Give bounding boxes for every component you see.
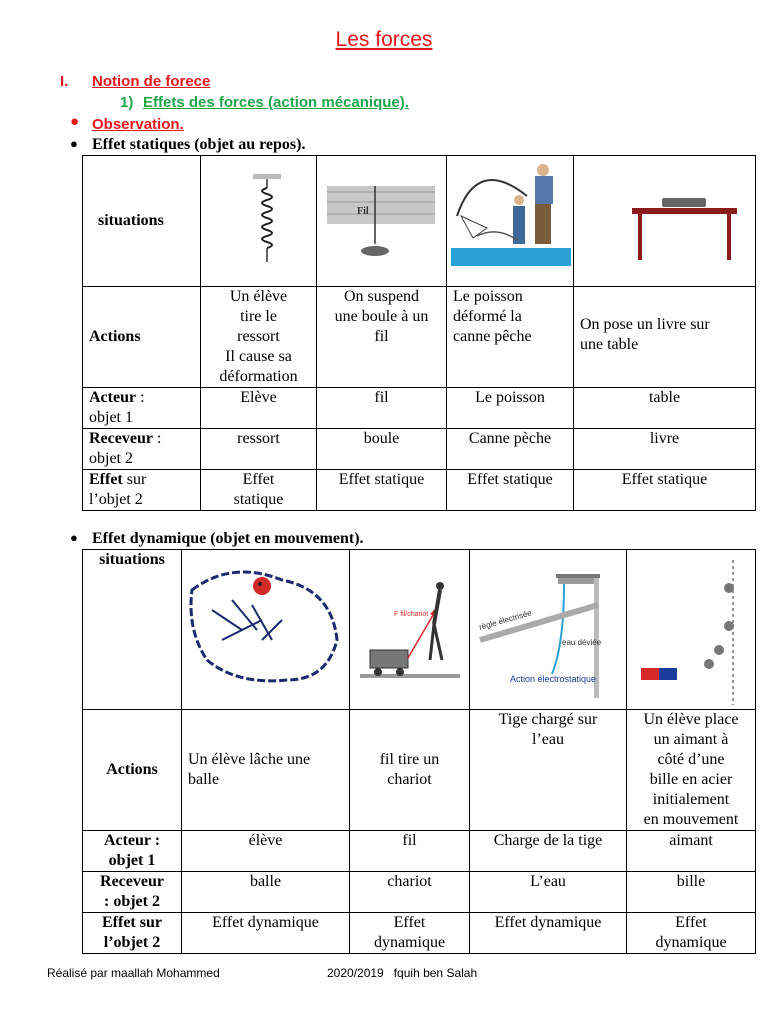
cell-line: canne pêche: [453, 328, 532, 345]
cell-line: Acteur :: [103, 832, 161, 849]
subsection-number: 1): [120, 94, 134, 111]
observation-heading: Observation.: [92, 116, 184, 133]
cell-line: : objet 2: [104, 893, 160, 910]
cell-line: Effet: [393, 914, 426, 931]
receveur-cell: boule: [317, 429, 447, 470]
row-header-rest: :: [152, 430, 162, 447]
cell-line: chariot: [387, 771, 432, 788]
effet-cell: Effet statique: [317, 470, 447, 511]
cell-line: fil tire un: [379, 751, 440, 768]
row-header-effet: [83, 470, 201, 511]
table-row: [83, 872, 756, 913]
effet-cell: Effet dynamique: [182, 913, 350, 954]
cell-line: un aimant à: [653, 731, 729, 748]
action-cell: [627, 710, 756, 831]
fil-label: Fil: [357, 206, 369, 217]
row-header-receveur: [83, 872, 182, 913]
acteur-cell: fil: [350, 831, 470, 872]
electrostatic-image: [470, 550, 627, 710]
cell-line: On pose un livre sur: [580, 316, 710, 333]
book-on-table-image: [574, 156, 756, 287]
cell-line: l’eau: [532, 731, 564, 748]
table-row: [83, 710, 756, 831]
row-header-actions: Actions: [83, 287, 201, 388]
action-cell: [350, 710, 470, 831]
acteur-cell: Elève: [201, 388, 317, 429]
cell-line: dynamique: [373, 934, 446, 951]
cell-line: initialement: [652, 791, 730, 808]
cell-line: Effet sur: [102, 914, 162, 931]
effet-cell: [627, 913, 756, 954]
dynamic-heading: Effet dynamique (objet en mouvement).: [92, 530, 364, 547]
cart-image: [350, 550, 470, 710]
row-header-actions: Actions: [83, 710, 182, 831]
cell-line: Le poisson: [453, 288, 523, 305]
row-header-rest: :: [136, 389, 145, 406]
fishing-image: [447, 156, 574, 287]
acteur-cell: fil: [317, 388, 447, 429]
acteur-cell: Le poisson: [447, 388, 574, 429]
footer-year-school: 2020/2019 fquih ben Salah: [327, 966, 478, 980]
section-number: I.: [60, 73, 69, 90]
effet-cell: [350, 913, 470, 954]
action-cell: [447, 287, 574, 388]
receveur-cell: ressort: [201, 429, 317, 470]
cell-line: côté d’une: [657, 751, 725, 768]
table-row: [83, 429, 756, 470]
table-row: [83, 388, 756, 429]
acteur-cell: aimant: [627, 831, 756, 872]
receveur-cell: balle: [182, 872, 350, 913]
cell-line: l’objet 2: [103, 934, 161, 951]
action-cell: [574, 287, 756, 388]
receveur-cell: L’eau: [470, 872, 627, 913]
cell-line: une table: [580, 336, 639, 353]
cell-line: balle: [188, 771, 220, 788]
action-cell: [182, 710, 350, 831]
receveur-cell: livre: [574, 429, 756, 470]
row-header-bold: Receveur: [89, 430, 153, 447]
table-row: [83, 831, 756, 872]
table-row: [83, 550, 756, 710]
eau-label: eau déviée: [562, 638, 602, 647]
row-header-line2: objet 2: [89, 450, 133, 467]
acteur-cell: élève: [182, 831, 350, 872]
acteur-cell: Charge de la tige: [470, 831, 627, 872]
cell-line: déformation: [219, 368, 298, 385]
bullet-icon: ●: [70, 530, 78, 545]
cell-line: déformé la: [453, 308, 522, 325]
action-label: Action électrostatique: [510, 674, 597, 684]
row-header-acteur: [83, 831, 182, 872]
falling-ball-image: [182, 550, 350, 710]
effet-cell: Effet dynamique: [470, 913, 627, 954]
section-heading: Notion de forece: [92, 73, 211, 90]
force-label: F fil/chariot: [394, 611, 429, 618]
table-row: [83, 913, 756, 954]
cell-line: fil: [374, 328, 389, 345]
effet-cell: [201, 470, 317, 511]
cell-line: dynamique: [655, 934, 727, 951]
cell-line: ressort: [237, 328, 280, 345]
cell-line: Un élève lâche une: [188, 751, 311, 768]
magnet-ball-image: [627, 550, 756, 710]
cell-line: Il cause sa: [225, 348, 292, 365]
bullet-icon: ●: [70, 114, 80, 130]
receveur-cell: chariot: [350, 872, 470, 913]
regle-label: règle électrisée: [478, 608, 533, 632]
row-header-situations: situations: [83, 156, 201, 287]
row-header-bold: Acteur: [89, 389, 137, 406]
dynamic-effects-table: [82, 549, 756, 954]
cell-line: en mouvement: [643, 811, 739, 828]
cell-line: bille en acier: [649, 771, 733, 788]
action-cell: [470, 710, 627, 831]
cell-line: Un élève place: [643, 711, 739, 728]
row-header-effet: [83, 913, 182, 954]
cell-line: On suspend: [343, 288, 420, 305]
effet-cell: Effet statique: [447, 470, 574, 511]
hanging-ball-image: [317, 156, 447, 287]
cell-line: statique: [233, 491, 284, 508]
row-header-line2: objet 1: [89, 409, 133, 426]
effet-cell: Effet statique: [574, 470, 756, 511]
static-effects-table: [82, 155, 756, 511]
cell-line: objet 1: [108, 852, 156, 869]
action-cell: [201, 287, 317, 388]
table-row: [83, 156, 756, 287]
action-cell: [317, 287, 447, 388]
cell-line: Un élève: [229, 288, 288, 305]
cell-line: Receveur: [100, 873, 164, 890]
cell-line: une boule à un: [334, 308, 429, 325]
subsection-heading: Effets des forces (action mécanique).: [143, 94, 409, 111]
row-header-line2: l’objet 2: [89, 491, 143, 508]
page-title: Les forces: [335, 28, 433, 51]
row-header-bold: Effet: [89, 471, 123, 488]
row-header-receveur: [83, 429, 201, 470]
acteur-cell: table: [574, 388, 756, 429]
receveur-cell: Canne pèche: [447, 429, 574, 470]
cell-line: Tige chargé sur: [498, 711, 598, 728]
footer-author: Réalisé par maallah Mohammed: [47, 966, 220, 980]
row-header-situations: situations: [83, 550, 182, 710]
static-heading: Effet statiques (objet au repos).: [92, 136, 306, 153]
row-header-acteur: [83, 388, 201, 429]
cell-line: Effet: [242, 471, 275, 488]
cell-line: tire le: [240, 308, 277, 325]
row-header-rest: sur: [122, 471, 147, 488]
table-row: [83, 470, 756, 511]
bullet-icon: ●: [70, 136, 78, 151]
spring-image: [201, 156, 317, 287]
receveur-cell: bille: [627, 872, 756, 913]
cell-line: Effet: [675, 914, 707, 931]
table-row: [83, 287, 756, 388]
